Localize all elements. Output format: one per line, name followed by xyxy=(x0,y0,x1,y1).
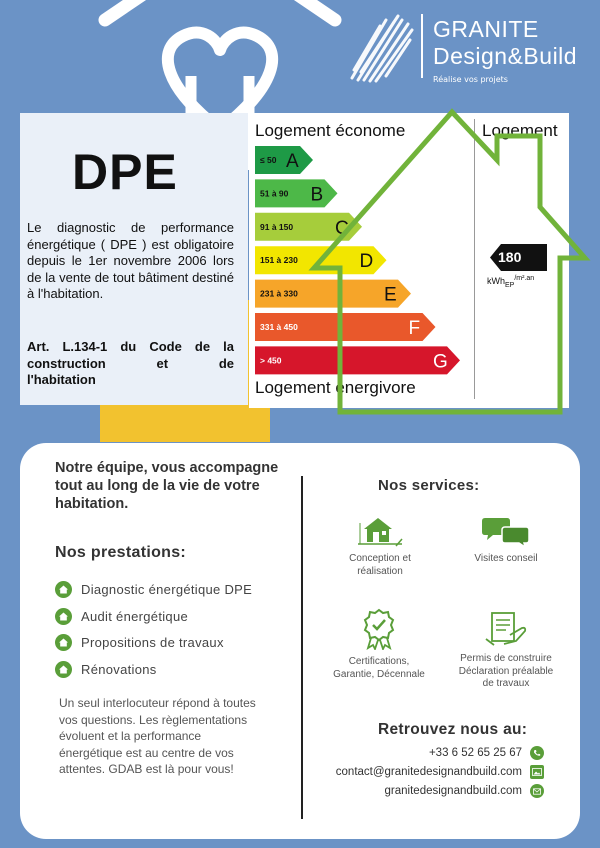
service-visites xyxy=(456,515,556,566)
list-item xyxy=(55,629,252,656)
energy-range-label: 231 à 330 xyxy=(260,288,298,299)
energy-letter-label: G xyxy=(433,351,448,373)
prestations-list xyxy=(55,576,252,683)
list-item xyxy=(55,576,252,603)
chart-bottom-label: Logement énergivore xyxy=(255,378,416,397)
brand-name-line1: GRANITE xyxy=(433,16,539,42)
chat-bubbles-icon xyxy=(481,515,531,547)
list-item xyxy=(55,603,252,630)
service-label-line3: de travaux xyxy=(482,678,530,689)
house-icon xyxy=(55,581,72,598)
prestation-label: Propositions de travaux xyxy=(81,635,224,651)
energy-letter-label: F xyxy=(408,318,421,339)
contact-website[interactable] xyxy=(385,784,544,798)
house-icon xyxy=(55,608,72,625)
contact-email[interactable] xyxy=(336,765,544,779)
service-label-line1: Visites conseil xyxy=(474,553,538,564)
services-title: Nos services: xyxy=(378,477,480,494)
envelope-icon xyxy=(530,784,544,798)
service-certifications xyxy=(320,608,438,681)
certificate-badge-icon xyxy=(362,608,396,650)
energy-letter-label: A xyxy=(286,151,299,172)
unit-sup: /m².an xyxy=(514,275,535,282)
service-label-line2: Garantie, Décennale xyxy=(333,668,425,680)
house-icon xyxy=(55,661,72,678)
service-conception xyxy=(330,515,430,578)
prestation-label: Audit énergétique xyxy=(81,608,189,624)
prestation-label: Diagnostic énergétique DPE xyxy=(81,581,253,597)
energy-letter-label: E xyxy=(384,284,397,306)
service-label-line1: Conception et xyxy=(349,553,411,564)
card-divider xyxy=(301,476,303,819)
dpe-law-line1: Art. L.134-1 du Code de la construction et de xyxy=(27,339,234,371)
brand-tagline: Réalise vos projets xyxy=(433,75,508,84)
brand-name-line2: Design&Build xyxy=(433,43,578,69)
chart-right-label: Logement xyxy=(482,121,558,140)
service-permis xyxy=(444,611,568,691)
phone-icon xyxy=(530,746,544,760)
list-item xyxy=(55,656,252,683)
dpe-law-line2: l'habitation xyxy=(27,372,96,388)
email-text[interactable]: contact@granitedesignandbuild.com xyxy=(335,766,522,778)
energy-letter-label: C xyxy=(335,217,349,239)
prestations-title: Nos prestations: xyxy=(55,544,187,561)
energy-range-label: ≤ 50 xyxy=(260,155,277,165)
prestation-label: Rénovations xyxy=(81,661,157,677)
image-icon xyxy=(530,765,544,779)
service-label-line1: Permis de construire xyxy=(460,653,552,664)
service-label-line2: réalisation xyxy=(357,565,403,577)
energy-value: 180 xyxy=(498,249,522,265)
document-hand-icon xyxy=(484,611,528,647)
unit-main: kWh xyxy=(487,276,505,286)
service-label-line2: Déclaration préalable xyxy=(458,665,554,677)
dpe-title: DPE xyxy=(72,144,178,200)
energy-letter-label: B xyxy=(310,184,324,206)
energy-range-label: 91 à 150 xyxy=(260,221,294,232)
energy-range-label: 151 à 230 xyxy=(260,255,298,266)
closing-text: Un seul interlocuteur répond à toutes vos questions. Les règlementations évoluent et la performance énergétique est au centre de vos attentes. GDAB est là pour vous! xyxy=(59,696,256,776)
energy-range-label: 331 à 450 xyxy=(260,322,298,332)
unit-sub: EP xyxy=(505,281,515,289)
energy-range-label: 51 à 90 xyxy=(260,188,289,199)
energy-letter-label: D xyxy=(359,251,374,273)
team-intro: Notre équipe, vous accompagne tout au long de la vie de votre habitation. xyxy=(55,460,279,512)
info-card xyxy=(20,443,580,839)
house-icon xyxy=(55,634,72,651)
website-text[interactable]: granitedesignandbuild.com xyxy=(384,785,522,797)
house-plan-icon xyxy=(356,515,404,547)
contact-phone[interactable] xyxy=(429,746,544,760)
chart-title: Logement économe xyxy=(255,121,406,140)
energy-range-label: > 450 xyxy=(260,355,282,366)
service-label-line1: Certifications, xyxy=(348,656,410,667)
dpe-description: Le diagnostic de performance énergétique ( DPE ) est obligatoire depuis le 1er novembre 2006 lors de la vente de tout bâtiment destiné à l'habitation. xyxy=(27,220,234,302)
phone-text[interactable]: +33 6 52 65 25 67 xyxy=(428,747,522,759)
contact-title: Retrouvez nous au: xyxy=(378,721,528,738)
